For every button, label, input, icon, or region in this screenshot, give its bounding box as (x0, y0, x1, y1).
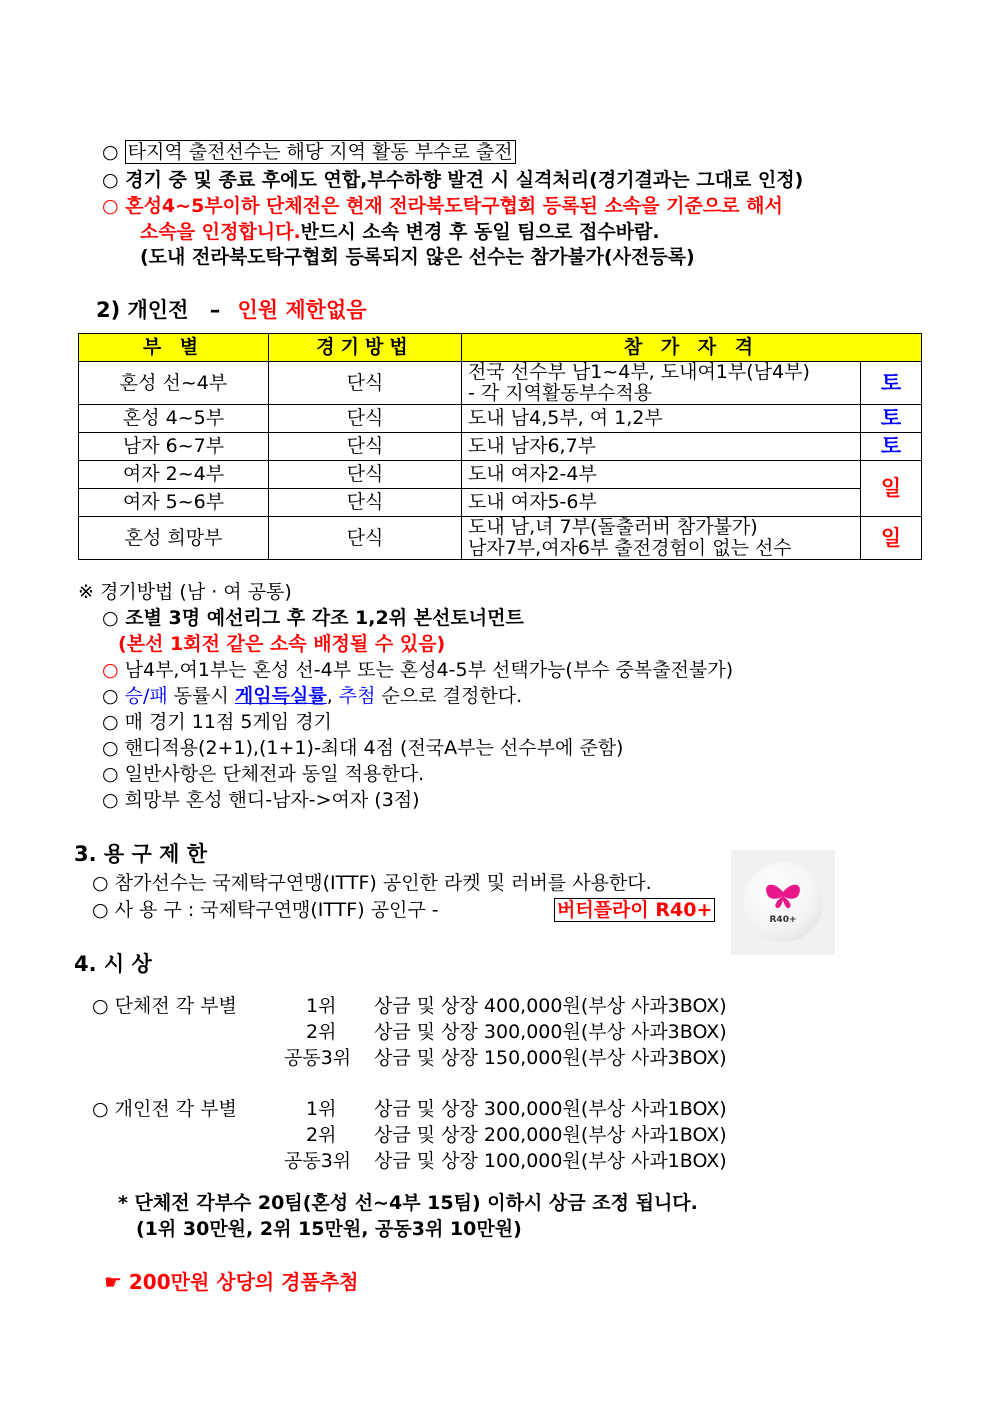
note-4-text: 반드시 소속 변경 후 동일 팀으로 접수바람. (300, 221, 660, 243)
note-1-text: 타지역 출전선수는 해당 지역 활동 부수로 출전 (125, 140, 516, 164)
awards-heading: 4. 시 상 (74, 952, 152, 976)
method-item: (본선 1회전 같은 소속 배정될 수 있음) (118, 633, 446, 655)
individual-heading-text: 2) 개인전 (96, 298, 189, 322)
cell-day: 토 (861, 405, 922, 433)
table-row (79, 461, 922, 489)
method-text: 일반사항은 단체전과 동일 적용한다. (124, 763, 425, 785)
cell-qualification: 도내 여자2-4부 (462, 461, 861, 489)
ind-prize-3: 상금 및 상장 100,000원(부상 사과1BOX) (374, 1150, 727, 1172)
lottery: ☛ 200만원 상당의 경품추첨 (104, 1270, 359, 1294)
method-item (102, 684, 522, 708)
bullet: ○ (92, 899, 109, 921)
team-rank-1: 1위 (306, 995, 337, 1017)
game-ratio: 게임득실률 (234, 685, 327, 707)
team-rank-3: 공동3위 (284, 1047, 352, 1069)
note-5 (140, 245, 695, 269)
note-4-red: 소속을 인정합니다. (140, 221, 301, 243)
cell-method: 단식 (269, 433, 462, 461)
cell-qualification (462, 517, 861, 560)
cell-division: 여자 5~6부 (79, 489, 269, 517)
bullet: ○ (102, 711, 119, 733)
bullet: ○ (102, 685, 119, 707)
individual-label: ○ 개인전 각 부별 (92, 1098, 237, 1120)
table-row (79, 405, 922, 433)
method-item (102, 788, 420, 812)
bullet: ○ (102, 737, 119, 759)
cell-day: 일 (861, 461, 922, 517)
ind-rank-2: 2위 (306, 1124, 337, 1146)
team-prize-2: 상금 및 상장 300,000원(부상 사과3BOX) (374, 1021, 727, 1043)
team-prize-1: 상금 및 상장 400,000원(부상 사과3BOX) (374, 995, 727, 1017)
cell-day: 토 (861, 433, 922, 461)
header-division: 부 별 (79, 334, 269, 362)
method-item (102, 762, 424, 786)
cell-day: 토 (861, 362, 922, 405)
ball-print: R40+ (769, 915, 797, 925)
individual-heading (96, 298, 367, 322)
win-loss: 승/패 (124, 685, 168, 707)
cell-method: 단식 (269, 461, 462, 489)
table-row (79, 489, 922, 517)
method-text: 조별 3명 예선리그 후 각조 1,2위 본선토너먼트 (125, 607, 524, 629)
method-text: 남4부,여1부는 혼성 선-4부 또는 혼성4-5부 선택가능(부수 중복출전불가) (124, 659, 734, 681)
ball-name: 버터플라이 R40+ (554, 898, 715, 922)
bullet: ○ (102, 763, 119, 785)
ind-rank-1: 1위 (306, 1098, 337, 1120)
note-2-text: 경기 중 및 종료 후에도 연합,부수하향 발견 시 실격처리(경기결과는 그대로 인정) (125, 169, 804, 191)
cell-qualification: 도내 남4,5부, 여 1,2부 (462, 405, 861, 433)
text: 동률시 (167, 685, 235, 707)
table-row (79, 362, 922, 405)
cell-method: 단식 (269, 362, 462, 405)
individual-table (78, 333, 922, 560)
note-3 (102, 194, 783, 218)
note-2 (102, 168, 803, 192)
ball-sphere (743, 862, 823, 942)
text: 순으로 결정한다. (375, 685, 523, 707)
note-3-text: 혼성4~5부이하 단체전은 현재 전라북도탁구협회 등록된 소속을 기준으로 해서 (125, 195, 783, 217)
team-rank-2: 2위 (306, 1021, 337, 1043)
qual-line: 남자7부,여자6부 출전경험이 없는 선수 (468, 537, 792, 559)
dash: – (209, 298, 221, 322)
individual-limit: 인원 제한없음 (237, 298, 367, 322)
cell-qualification: 도내 남자6,7부 (462, 433, 861, 461)
cell-division: 혼성 선~4부 (79, 362, 269, 405)
bullet: ○ (102, 169, 119, 191)
method-title: ※ 경기방법 (남 · 여 공통) (78, 581, 292, 603)
header-method: 경기방법 (269, 334, 462, 362)
bullet: ○ (102, 659, 119, 681)
method-text: 희망부 혼성 핸디-남자->여자 (3점) (124, 789, 420, 811)
method-item (102, 736, 623, 760)
qual-line: 전국 선수부 남1~4부, 도내여1부(남4부) (468, 361, 810, 383)
bullet: ○ (102, 607, 119, 629)
equipment-item (92, 871, 652, 895)
team-label: ○ 단체전 각 부별 (92, 995, 237, 1017)
ind-prize-1: 상금 및 상장 300,000원(부상 사과1BOX) (374, 1098, 727, 1120)
cell-division: 혼성 4~5부 (79, 405, 269, 433)
text: , (326, 685, 339, 707)
qual-line: 도내 남,녀 7부(돌출러버 참가불가) (468, 516, 758, 538)
ball-image (731, 850, 835, 955)
bullet: ○ (92, 872, 109, 894)
method-item (102, 606, 524, 630)
award-note-1: * 단체전 각부수 20팀(혼성 선~4부 15팀) 이하시 상금 조정 됩니다. (118, 1192, 698, 1214)
table-row (79, 433, 922, 461)
cell-division: 남자 6~7부 (79, 433, 269, 461)
team-prize-3: 상금 및 상장 150,000원(부상 사과3BOX) (374, 1047, 727, 1069)
note-1 (102, 140, 516, 164)
bullet: ○ (102, 195, 119, 217)
ind-rank-3: 공동3위 (284, 1150, 352, 1172)
equipment-text: 참가선수는 국제탁구연맹(ITTF) 공인한 라켓 및 러버를 사용한다. (114, 872, 652, 894)
note-4 (140, 220, 660, 244)
equipment-text: 사 용 구 : 국제탁구연맹(ITTF) 공인구 - (114, 899, 439, 921)
header-qualification: 참 가 자 격 (462, 334, 922, 362)
cell-method: 단식 (269, 405, 462, 433)
table-header-row (79, 334, 922, 362)
equipment-heading: 3. 용 구 제 한 (74, 842, 207, 866)
table-row (79, 517, 922, 560)
method-item (102, 658, 733, 682)
bullet: ○ (102, 789, 119, 811)
cell-division: 혼성 희망부 (79, 517, 269, 560)
equipment-item (92, 898, 439, 922)
bullet: ○ (102, 141, 119, 163)
ind-prize-2: 상금 및 상장 200,000원(부상 사과1BOX) (374, 1124, 727, 1146)
method-text: 매 경기 11점 5게임 경기 (124, 711, 332, 733)
note-5-text: (도내 전라북도탁구협회 등록되지 않은 선수는 참가불가(사전등록) (140, 246, 695, 268)
method-item (102, 710, 332, 734)
cell-qualification: 도내 여자5-6부 (462, 489, 861, 517)
cell-method: 단식 (269, 517, 462, 560)
cell-day: 일 (861, 517, 922, 560)
cell-division: 여자 2~4부 (79, 461, 269, 489)
cell-qualification (462, 362, 861, 405)
method-text: 핸디적용(2+1),(1+1)-최대 4점 (전국A부는 선수부에 준함) (124, 737, 624, 759)
lottery-word: 추첨 (338, 685, 376, 707)
qual-line: - 각 지역활동부수적용 (468, 382, 653, 404)
award-note-2: (1위 30만원, 2위 15만원, 공동3위 10만원) (136, 1218, 522, 1240)
butterfly-logo-icon (743, 862, 823, 942)
cell-method: 단식 (269, 489, 462, 517)
